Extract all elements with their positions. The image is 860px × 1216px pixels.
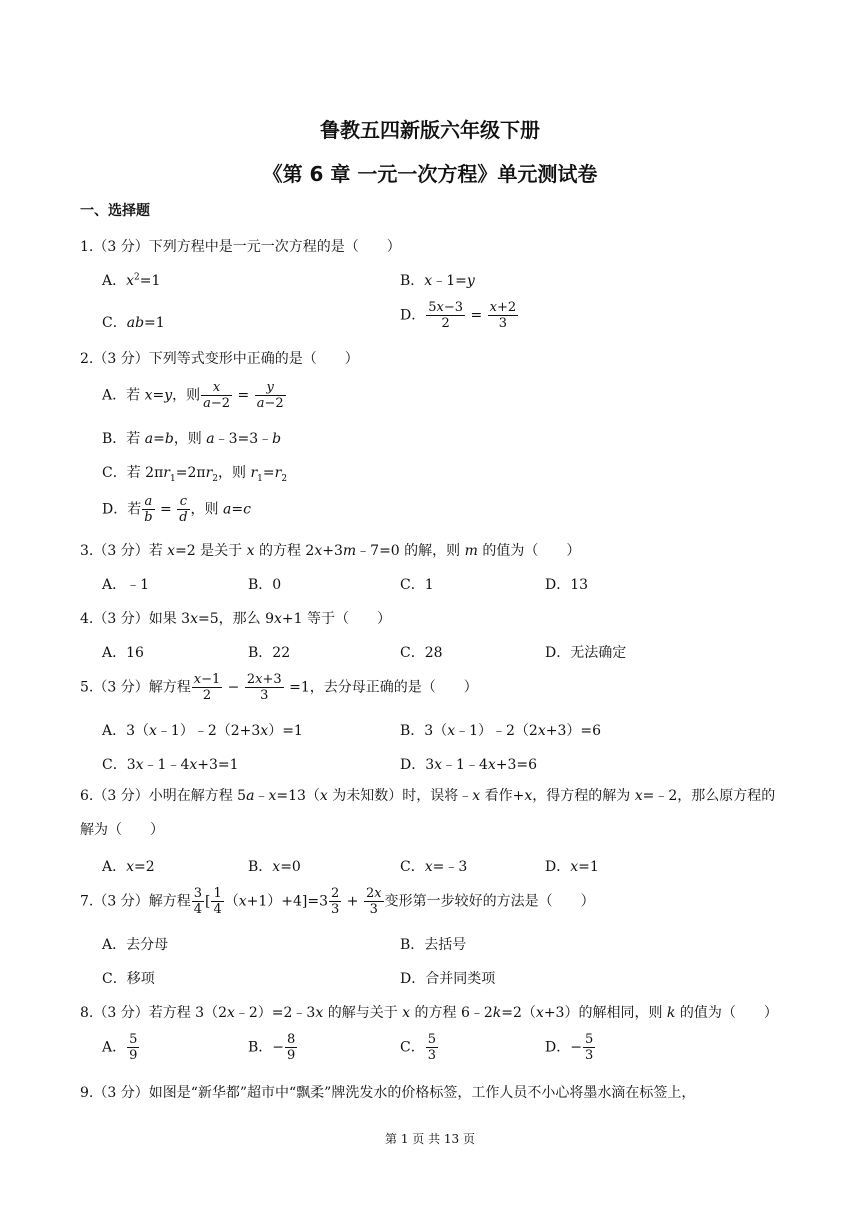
question-8-option-c: C． $\frac{5}{3}$ [400,1032,436,1063]
question-8-option-b: B．− $\frac{8}{9}$ [248,1032,296,1063]
question-1-option-d: D． $\frac{5x-3}{2}$ = $\frac{x+2}{3}$ [400,300,517,331]
question-7-option-d: D．合并同类项 [400,971,496,987]
question-6-option-d: D．x=1 [545,859,599,875]
question-6-stem: 6.（3 分）小明在解方程 5a﹣x=13（x 为未知数）时，误将﹣x 看作+x，得方程的解为 x=﹣2，那么原方程的解为（ ） [80,788,776,838]
question-2-option-a: A．若 x=y，则 $\frac{x}{a-2}$ = $\frac{y}{a-2}$ [102,380,284,411]
question-3-stem: 3.（3 分）若 x=2 是关于 x 的方程 2x+3m﹣7=0 的解，则 m 的值为（ ） [80,543,581,559]
question-3-option-d: D．13 [545,577,589,593]
question-4-option-d: D．无法确定 [545,645,627,661]
question-5-option-d: D．3x﹣1﹣4x+3=6 [400,757,538,773]
question-7-option-c: C．移项 [102,971,155,987]
question-2-option-c: C．若 $2\pi r_1=2\pi r_2$，则 $r_1=r_2$ [102,465,288,484]
question-6-option-a: A．x=2 [102,859,155,875]
question-4-stem: 4.（3 分）如果 3x=5，那么 9x+1 等于（ ） [80,611,391,627]
question-3-option-c: C．1 [400,577,434,593]
document-subtitle: 《第 6 章 一元一次方程》单元测试卷 [262,162,598,186]
question-2-option-d: D．若 $\frac{a}{b}$ = $\frac{c}{d}$ ，则 a=c [102,494,251,525]
question-5-option-a: A．3（x﹣1）﹣2（2+3x）=1 [102,723,303,739]
question-4-option-a: A．16 [102,645,144,661]
question-8-option-d: D．− $\frac{5}{3}$ [545,1032,594,1063]
question-8-stem: 8.（3 分）若方程 3（2x﹣2）=2﹣3x 的解与关于 x 的方程 6﹣2k=2（x+3）的解相同，则 k 的值为（ ） [80,1005,778,1021]
section-heading: 一、选择题 [80,203,150,219]
page-footer: 第 1 页 共 13 页 [385,1132,475,1146]
question-1-option-a: A．$x^2=1$ [102,272,161,289]
question-4-option-c: C．28 [400,645,443,661]
question-1-stem: 1.（3 分）下列方程中是一元一次方程的是（ ） [80,239,401,255]
question-2-option-b: B．若 a=b，则 a﹣3=3﹣b [102,431,282,447]
question-9-stem: 9.（3 分）如图是“新华都”超市中“飘柔”牌洗发水的价格标签，工作人员不小心将墨水滴在标签上， [80,1085,696,1101]
question-1-option-c: C．ab=1 [102,315,165,331]
question-2-stem: 2.（3 分）下列等式变形中正确的是（ ） [80,351,359,367]
question-4-option-b: B．22 [248,645,291,661]
question-6-option-c: C．x=﹣3 [400,859,468,875]
question-8-option-a: A． $\frac{5}{9}$ [102,1032,138,1063]
document-title: 鲁教五四新版六年级下册 [320,118,540,142]
question-1-option-b: B．x﹣1=y [400,273,475,289]
question-3-option-b: B．0 [248,577,282,593]
question-7-option-b: B．去括号 [400,937,467,953]
question-5-option-c: C．3x﹣1﹣4x+3=1 [102,757,239,773]
question-3-option-a: A．﹣1 [102,577,150,593]
question-6-option-b: B．x=0 [248,859,301,875]
question-7-stem: 7.（3 分）解方程 $\frac{3}{4}$ [ $\frac{1}{4}$ （x+1）+4]=3 $\frac{2}{3}$ + $\frac{2x}{3}$ 变形第一步较好的方法是（ ） [80,886,595,917]
question-7-option-a: A．去分母 [102,937,169,953]
question-5-stem: 5.（3 分）解方程 $\frac{x-1}{2}$ − $\frac{2x+3}{3}$ =1，去分母正确的是（ ） [80,672,478,703]
question-5-option-b: B．3（x﹣1）﹣2（2x+3）=6 [400,723,602,739]
